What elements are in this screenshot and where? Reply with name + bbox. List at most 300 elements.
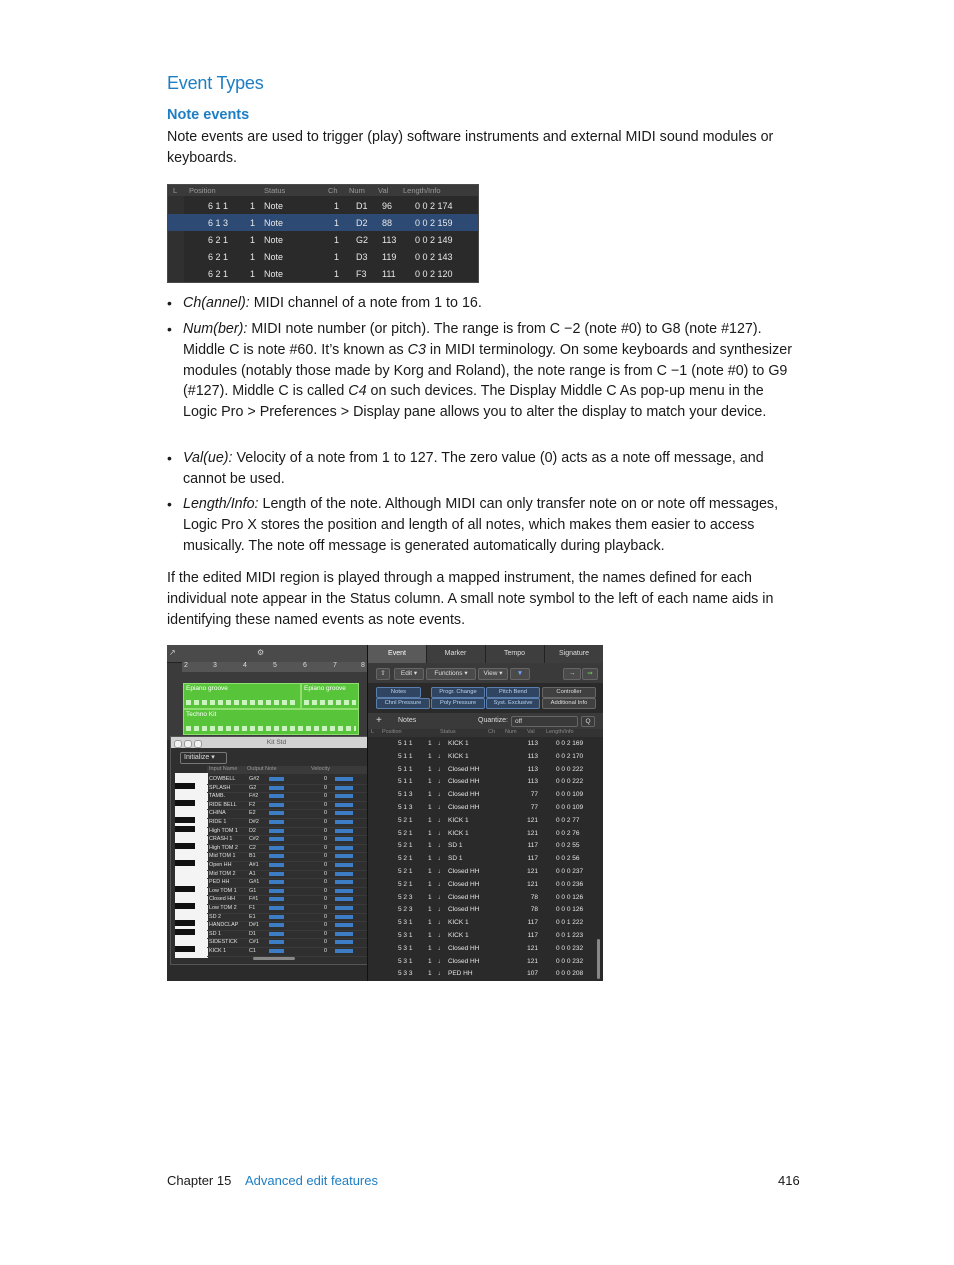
bullet-term: Num(ber): bbox=[183, 321, 248, 337]
velocity-slider[interactable] bbox=[335, 863, 353, 867]
velocity-slider[interactable] bbox=[335, 932, 353, 936]
ruler-bar: 6 bbox=[303, 662, 307, 669]
event-length: 0 0 0 222 bbox=[556, 765, 584, 773]
page-heading: Event Types bbox=[167, 73, 264, 93]
ruler-bar: 7 bbox=[333, 662, 337, 669]
filter-button[interactable]: Pitch Bend bbox=[486, 687, 540, 698]
velocity-slider[interactable] bbox=[335, 846, 353, 850]
horizontal-scrollbar[interactable] bbox=[253, 957, 295, 960]
piano-black-key[interactable] bbox=[175, 920, 195, 926]
event-row[interactable] bbox=[368, 839, 598, 852]
bullet-text: in MIDI terminology. On some keyboards and synthesizer modules (notably those made by Korg and Roland), the note range is from C −1 (note #0) to G9 (#127). Middle C is called bbox=[183, 341, 792, 400]
filter-button[interactable]: Poly Pressure bbox=[431, 698, 485, 709]
bullet-dot: • bbox=[167, 295, 172, 311]
event-value: 121 bbox=[527, 829, 538, 837]
tab-marker[interactable]: Marker bbox=[426, 645, 486, 663]
midi-in-icon[interactable]: → bbox=[563, 668, 581, 680]
mapped-output-note: D#1 bbox=[249, 922, 259, 929]
event-status: Closed HH bbox=[448, 778, 480, 786]
bullet-item bbox=[183, 448, 798, 490]
event-subposition: 1 bbox=[250, 218, 256, 228]
event-subposition: 1 bbox=[428, 752, 432, 760]
event-row[interactable] bbox=[368, 827, 598, 840]
mapped-input-name: SIDESTICK bbox=[209, 939, 238, 946]
note-icon: ♩ bbox=[438, 868, 445, 875]
event-list-header bbox=[368, 729, 603, 737]
event-status: SD 1 bbox=[448, 842, 463, 850]
section-heading: Note events bbox=[167, 107, 250, 123]
bullet-item bbox=[183, 494, 798, 556]
intro-paragraph: Note events are used to trigger (play) software instruments and external MIDI sound modules or keyboards. bbox=[167, 129, 774, 166]
mapped-row[interactable] bbox=[207, 947, 382, 957]
event-length: 0 0 2 169 bbox=[556, 740, 584, 747]
mapped-velocity: 0 bbox=[324, 776, 327, 782]
event-length: 0 0 1 222 bbox=[556, 919, 584, 927]
event-position: 5 3 3 bbox=[398, 970, 413, 978]
note-slider[interactable] bbox=[269, 932, 284, 936]
event-value: 117 bbox=[527, 855, 538, 863]
event-subposition: 1 bbox=[428, 804, 432, 811]
velocity-slider[interactable] bbox=[335, 777, 353, 781]
midi-region[interactable] bbox=[183, 683, 301, 709]
event-position: 5 3 1 bbox=[398, 944, 413, 952]
event-channel: 1 bbox=[334, 235, 340, 245]
event-length: 0 0 2 170 bbox=[556, 752, 584, 760]
velocity-slider[interactable] bbox=[335, 940, 353, 944]
piano-black-key[interactable] bbox=[175, 817, 195, 823]
note-slider[interactable] bbox=[269, 880, 284, 884]
initialize-menu[interactable]: Initialize ▾ bbox=[180, 752, 227, 764]
velocity-slider[interactable] bbox=[335, 811, 353, 815]
event-length: 0 0 0 237 bbox=[556, 868, 584, 875]
header-status: Status bbox=[440, 729, 456, 735]
event-row[interactable] bbox=[368, 750, 598, 763]
piano-black-key[interactable] bbox=[175, 800, 195, 806]
velocity-slider[interactable] bbox=[335, 820, 353, 824]
mapped-input-name: PED HH bbox=[209, 879, 230, 886]
event-list-header bbox=[168, 185, 478, 196]
velocity-slider[interactable] bbox=[335, 906, 353, 910]
event-row[interactable] bbox=[368, 852, 598, 865]
mapped-output-note: A#1 bbox=[249, 862, 259, 868]
event-length: 0 0 2 77 bbox=[556, 816, 580, 824]
header-val: Val bbox=[378, 186, 389, 195]
bullet-text: Length of the note. Although MIDI can only transfer note on or note off messages, Logic Pro X stores the position and length of all notes, which makes them easier to access musically. The note off message is generated automatically during playback. bbox=[183, 496, 779, 554]
bullet-item bbox=[183, 293, 798, 314]
note-icon: ♩ bbox=[438, 778, 445, 786]
bullet-text: MIDI note number (or pitch). The range is from C −2 (note #0) to G8 (note #127). Middle C is note #60. It’s known as bbox=[183, 321, 762, 358]
tracks-toolbar bbox=[167, 645, 367, 663]
mapped-velocity: 0 bbox=[324, 913, 327, 920]
region-name: Epiano groove bbox=[304, 685, 346, 692]
event-row[interactable] bbox=[368, 891, 598, 904]
note-slider[interactable] bbox=[269, 915, 284, 919]
note-icon: ♩ bbox=[438, 765, 445, 773]
event-length: 0 0 0 232 bbox=[556, 957, 584, 965]
piano-black-key[interactable] bbox=[175, 843, 195, 849]
quantize-select[interactable] bbox=[511, 716, 578, 727]
piano-keyboard[interactable] bbox=[175, 773, 208, 958]
note-slider[interactable] bbox=[269, 949, 284, 953]
mapped-output-note: D1 bbox=[249, 930, 256, 937]
event-row[interactable] bbox=[368, 967, 598, 980]
event-length: 0 0 2 56 bbox=[556, 855, 580, 863]
event-position: 5 1 1 bbox=[398, 765, 413, 773]
region-name: Techno Kit bbox=[186, 711, 217, 718]
piano-black-key[interactable] bbox=[175, 903, 195, 909]
header-ch: Ch bbox=[328, 186, 338, 195]
mapped-input-name: RIDE 1 bbox=[209, 819, 227, 825]
bullet-text: Velocity of a note from 1 to 127. The zero value (0) acts as a note off message, and cannot be used. bbox=[183, 450, 764, 487]
mapped-input-name: High TOM 2 bbox=[209, 844, 238, 851]
event-value: 77 bbox=[530, 804, 538, 811]
header-position: Position bbox=[382, 729, 402, 735]
zoom-icon[interactable] bbox=[194, 740, 202, 748]
window-titlebar bbox=[171, 737, 382, 748]
event-list-screenshot bbox=[167, 184, 479, 283]
velocity-slider[interactable] bbox=[335, 794, 353, 798]
event-position: 5 2 1 bbox=[398, 880, 413, 888]
mapped-output-note: C1 bbox=[249, 948, 256, 954]
event-row[interactable] bbox=[168, 231, 478, 248]
event-value: 113 bbox=[527, 778, 538, 786]
footer-chapter-link[interactable]: Advanced edit features bbox=[245, 1173, 378, 1188]
velocity-slider[interactable] bbox=[335, 880, 353, 884]
event-channel: 1 bbox=[334, 269, 340, 279]
event-length: 0 0 0 208 bbox=[556, 970, 584, 978]
mapped-velocity: 0 bbox=[324, 793, 327, 800]
up-arrow-icon[interactable]: ⇧ bbox=[376, 668, 390, 680]
tab-event[interactable]: Event bbox=[368, 645, 427, 663]
event-row[interactable] bbox=[368, 814, 598, 827]
note-slider[interactable] bbox=[269, 846, 284, 850]
midi-region[interactable] bbox=[301, 683, 359, 709]
bullet-dot: • bbox=[167, 450, 172, 466]
event-position: 5 1 3 bbox=[398, 804, 413, 811]
create-type-label[interactable]: Notes bbox=[398, 717, 417, 724]
event-row[interactable] bbox=[168, 265, 478, 282]
header-input-name: Input Name bbox=[209, 766, 238, 772]
mapped-input-name: SD 2 bbox=[209, 913, 221, 920]
timeline-ruler[interactable] bbox=[182, 662, 367, 672]
event-position: 5 2 1 bbox=[398, 868, 413, 875]
velocity-slider[interactable] bbox=[335, 949, 353, 953]
bullet-item bbox=[183, 319, 798, 423]
velocity-slider[interactable] bbox=[335, 829, 353, 833]
event-status: KICK 1 bbox=[448, 740, 469, 747]
tab-signature[interactable]: Signature bbox=[544, 645, 603, 663]
event-status: KICK 1 bbox=[448, 919, 469, 927]
event-position: 5 1 3 bbox=[398, 791, 413, 799]
view-label: View bbox=[483, 670, 498, 677]
mapped-output-note: C#1 bbox=[249, 939, 259, 946]
piano-black-key[interactable] bbox=[175, 860, 195, 866]
mapped-input-name: SD 1 bbox=[209, 930, 221, 937]
filter-button[interactable]: Chnl Pressure bbox=[376, 698, 430, 709]
event-status: Closed HH bbox=[448, 893, 480, 901]
note-icon: ♩ bbox=[438, 944, 445, 952]
note-icon: ♩ bbox=[438, 740, 445, 747]
editor-tabs bbox=[368, 645, 603, 663]
note-icon: ♩ bbox=[438, 906, 445, 914]
event-position: 5 3 1 bbox=[398, 957, 413, 965]
paragraph-2: If the edited MIDI region is played through a mapped instrument, the names defined for each individual note appear in the Status column. A small note symbol to the left of each name aids in identifying these named events as note events. bbox=[167, 570, 774, 628]
event-channel: 1 bbox=[334, 218, 340, 228]
event-row[interactable] bbox=[168, 197, 478, 214]
event-row[interactable] bbox=[368, 737, 598, 750]
event-list-editor bbox=[367, 645, 603, 981]
event-value: 111 bbox=[382, 269, 396, 279]
event-value: 121 bbox=[527, 880, 538, 888]
event-status: Closed HH bbox=[448, 944, 480, 952]
event-value: 78 bbox=[530, 893, 538, 901]
event-length: 0 0 0 126 bbox=[556, 893, 584, 901]
note-icon: ♩ bbox=[438, 932, 445, 939]
event-subposition: 1 bbox=[428, 765, 432, 773]
event-value: 121 bbox=[527, 816, 538, 824]
mapped-input-name: Mid TOM 1 bbox=[209, 853, 236, 860]
note-slider[interactable] bbox=[269, 854, 284, 858]
mapped-output-note: A1 bbox=[249, 870, 256, 877]
event-position: 5 1 1 bbox=[398, 740, 413, 747]
event-value: 117 bbox=[527, 842, 538, 850]
event-row[interactable] bbox=[368, 955, 598, 968]
event-channel: 1 bbox=[334, 252, 340, 262]
event-subposition: 1 bbox=[250, 235, 256, 245]
event-position: 6 2 1 bbox=[208, 252, 229, 262]
header-status: Status bbox=[264, 186, 286, 195]
event-row[interactable] bbox=[168, 214, 478, 231]
note-slider[interactable] bbox=[269, 777, 284, 781]
functions-label: Functions bbox=[434, 670, 463, 677]
mapped-input-name: RIDE BELL bbox=[209, 801, 237, 808]
piano-black-key[interactable] bbox=[175, 783, 195, 789]
event-subposition: 1 bbox=[250, 252, 256, 262]
event-subposition: 1 bbox=[428, 919, 432, 927]
minimize-icon[interactable] bbox=[184, 740, 192, 748]
event-status: Closed HH bbox=[448, 765, 480, 773]
event-list-scrollbar[interactable] bbox=[597, 939, 600, 979]
note-slider[interactable] bbox=[269, 820, 284, 824]
mapped-velocity: 0 bbox=[324, 853, 327, 860]
note-slider[interactable] bbox=[269, 889, 284, 893]
event-subposition: 1 bbox=[428, 868, 432, 875]
note-icon: ♩ bbox=[438, 791, 445, 799]
note-slider[interactable] bbox=[269, 811, 284, 815]
midi-out-icon[interactable]: ⇒ bbox=[582, 668, 598, 680]
event-length: 0 0 2 120 bbox=[415, 269, 453, 279]
event-value: 77 bbox=[530, 791, 538, 799]
note-slider[interactable] bbox=[269, 837, 284, 841]
event-row[interactable] bbox=[368, 865, 598, 878]
event-row[interactable] bbox=[368, 942, 598, 955]
footer-chapter: Chapter 15 bbox=[167, 1173, 232, 1188]
event-status: Closed HH bbox=[448, 906, 480, 914]
ruler-bar: 5 bbox=[273, 662, 277, 669]
mapped-input-name: KICK 1 bbox=[209, 948, 227, 954]
event-row[interactable] bbox=[368, 763, 598, 776]
event-number: F3 bbox=[356, 269, 367, 279]
event-length: 0 0 2 159 bbox=[415, 218, 453, 228]
event-subposition: 1 bbox=[428, 842, 432, 850]
mapped-velocity: 0 bbox=[324, 836, 327, 843]
velocity-slider[interactable] bbox=[335, 915, 353, 919]
event-position: 5 2 3 bbox=[398, 893, 413, 901]
mapped-output-note: C2 bbox=[249, 844, 256, 851]
velocity-slider[interactable] bbox=[335, 786, 353, 790]
piano-black-key[interactable] bbox=[175, 826, 195, 832]
velocity-slider[interactable] bbox=[335, 854, 353, 858]
mapped-output-note: E1 bbox=[249, 913, 256, 920]
header-val: Val bbox=[527, 729, 535, 735]
event-row[interactable] bbox=[368, 878, 598, 891]
event-position: 6 2 1 bbox=[208, 235, 229, 245]
initialize-label: Initialize bbox=[184, 754, 210, 761]
event-position: 6 1 3 bbox=[208, 218, 229, 228]
mapped-input-name: CRASH 1 bbox=[209, 836, 233, 843]
quantize-value: off bbox=[515, 718, 523, 725]
velocity-slider[interactable] bbox=[335, 889, 353, 893]
mapped-output-note: D2 bbox=[249, 827, 256, 834]
header-length: Length/Info bbox=[403, 186, 441, 195]
event-value: 121 bbox=[527, 944, 538, 952]
pointer-tool-icon[interactable]: ↗ bbox=[169, 648, 176, 657]
velocity-slider[interactable] bbox=[335, 923, 353, 927]
mapped-output-note: C#2 bbox=[249, 836, 259, 843]
mapped-input-name: Low TOM 2 bbox=[209, 905, 237, 911]
note-slider[interactable] bbox=[269, 863, 284, 867]
mapped-output-note: G2 bbox=[249, 784, 257, 791]
event-subposition: 1 bbox=[428, 970, 432, 978]
filter-button[interactable]: Syst. Exclusive bbox=[486, 698, 540, 709]
piano-black-key[interactable] bbox=[175, 946, 195, 952]
event-row[interactable] bbox=[368, 775, 598, 788]
event-status: Closed HH bbox=[448, 868, 480, 875]
add-event-icon[interactable]: + bbox=[376, 715, 382, 726]
filter-button[interactable]: Notes bbox=[376, 687, 421, 698]
event-subposition: 1 bbox=[428, 957, 432, 965]
event-subposition: 1 bbox=[428, 816, 432, 824]
event-position: 6 2 1 bbox=[208, 269, 229, 279]
event-value: 117 bbox=[527, 932, 538, 939]
event-number: D1 bbox=[356, 201, 368, 211]
event-position: 5 2 3 bbox=[398, 906, 413, 914]
event-status: Closed HH bbox=[448, 957, 480, 965]
event-subposition: 1 bbox=[428, 778, 432, 786]
mapped-velocity: 0 bbox=[324, 905, 327, 911]
event-position: 5 1 1 bbox=[398, 778, 413, 786]
velocity-slider[interactable] bbox=[335, 872, 353, 876]
note-icon: ♩ bbox=[438, 804, 445, 811]
mapped-velocity: 0 bbox=[324, 819, 327, 825]
filter-button[interactable]: Controller bbox=[542, 687, 596, 698]
event-row[interactable] bbox=[368, 801, 598, 814]
event-row[interactable] bbox=[368, 929, 598, 942]
quantize-label: Quantize: bbox=[478, 717, 508, 724]
event-value: 121 bbox=[527, 957, 538, 965]
midi-region[interactable] bbox=[183, 709, 359, 735]
midi-filter-icon[interactable]: ▼ bbox=[510, 668, 530, 680]
mapped-velocity: 0 bbox=[324, 887, 327, 894]
event-length: 0 0 2 76 bbox=[556, 829, 580, 837]
close-icon[interactable] bbox=[174, 740, 182, 748]
note-icon: ♩ bbox=[438, 893, 445, 901]
event-row[interactable] bbox=[368, 903, 598, 916]
event-channel: 1 bbox=[334, 201, 340, 211]
event-length: 0 0 1 223 bbox=[556, 932, 584, 939]
header-num: Num bbox=[349, 186, 365, 195]
mapped-header bbox=[207, 766, 382, 774]
note-slider[interactable] bbox=[269, 829, 284, 833]
mapped-velocity: 0 bbox=[324, 784, 327, 791]
note-icon: ♩ bbox=[438, 919, 445, 927]
note-slider[interactable] bbox=[269, 794, 284, 798]
mapped-instrument-window bbox=[170, 736, 383, 965]
event-row[interactable] bbox=[368, 916, 598, 929]
velocity-slider[interactable] bbox=[335, 897, 353, 901]
mapped-output-note: F#2 bbox=[249, 793, 259, 800]
event-subposition: 1 bbox=[428, 791, 432, 799]
note-slider[interactable] bbox=[269, 923, 284, 927]
mapped-velocity: 0 bbox=[324, 922, 327, 929]
filter-button[interactable]: Additional Info bbox=[542, 698, 596, 709]
note-icon: ♩ bbox=[438, 829, 445, 837]
note-slider[interactable] bbox=[269, 872, 284, 876]
mapped-velocity: 0 bbox=[324, 827, 327, 834]
mapped-velocity: 0 bbox=[324, 879, 327, 886]
note-slider[interactable] bbox=[269, 803, 284, 807]
velocity-slider[interactable] bbox=[335, 803, 353, 807]
note-icon: ♩ bbox=[438, 752, 445, 760]
mapped-velocity: 0 bbox=[324, 948, 327, 954]
piano-black-key[interactable] bbox=[175, 886, 195, 892]
event-row[interactable] bbox=[368, 788, 598, 801]
event-status: Note bbox=[264, 218, 284, 228]
note-slider[interactable] bbox=[269, 897, 284, 901]
event-status: KICK 1 bbox=[448, 816, 469, 824]
view-menu[interactable]: View ▾ bbox=[478, 668, 508, 680]
note-slider[interactable] bbox=[269, 940, 284, 944]
functions-menu[interactable]: Functions ▾ bbox=[426, 668, 476, 680]
mapped-input-name: Low TOM 1 bbox=[209, 887, 237, 894]
piano-black-key[interactable] bbox=[175, 929, 195, 935]
mapped-output-note: D#2 bbox=[249, 819, 259, 825]
edit-menu[interactable]: Edit ▾ bbox=[394, 668, 424, 680]
gear-icon[interactable]: ⚙ bbox=[257, 648, 265, 657]
event-length: 0 0 0 126 bbox=[556, 906, 584, 914]
event-value: 113 bbox=[527, 765, 538, 773]
tab-tempo[interactable]: Tempo bbox=[485, 645, 545, 663]
event-value: 96 bbox=[382, 201, 393, 211]
note-slider[interactable] bbox=[269, 786, 284, 790]
event-subposition: 1 bbox=[428, 893, 432, 901]
event-row[interactable] bbox=[168, 248, 478, 265]
create-bar bbox=[368, 713, 603, 729]
mapped-output-note: G1 bbox=[249, 887, 257, 894]
event-length: 0 0 0 236 bbox=[556, 880, 584, 888]
quantize-button[interactable]: Q bbox=[581, 716, 595, 727]
mapped-output-note: F1 bbox=[249, 905, 256, 911]
note-slider[interactable] bbox=[269, 906, 284, 910]
note-icon: ♩ bbox=[438, 842, 445, 850]
header-position: Position bbox=[189, 186, 216, 195]
filter-button[interactable]: Progr. Change bbox=[431, 687, 485, 698]
event-length: 0 0 0 232 bbox=[556, 944, 584, 952]
velocity-slider[interactable] bbox=[335, 837, 353, 841]
mapped-input-name: High TOM 1 bbox=[209, 827, 238, 834]
mapped-velocity: 0 bbox=[324, 870, 327, 877]
region-notes bbox=[186, 726, 356, 731]
